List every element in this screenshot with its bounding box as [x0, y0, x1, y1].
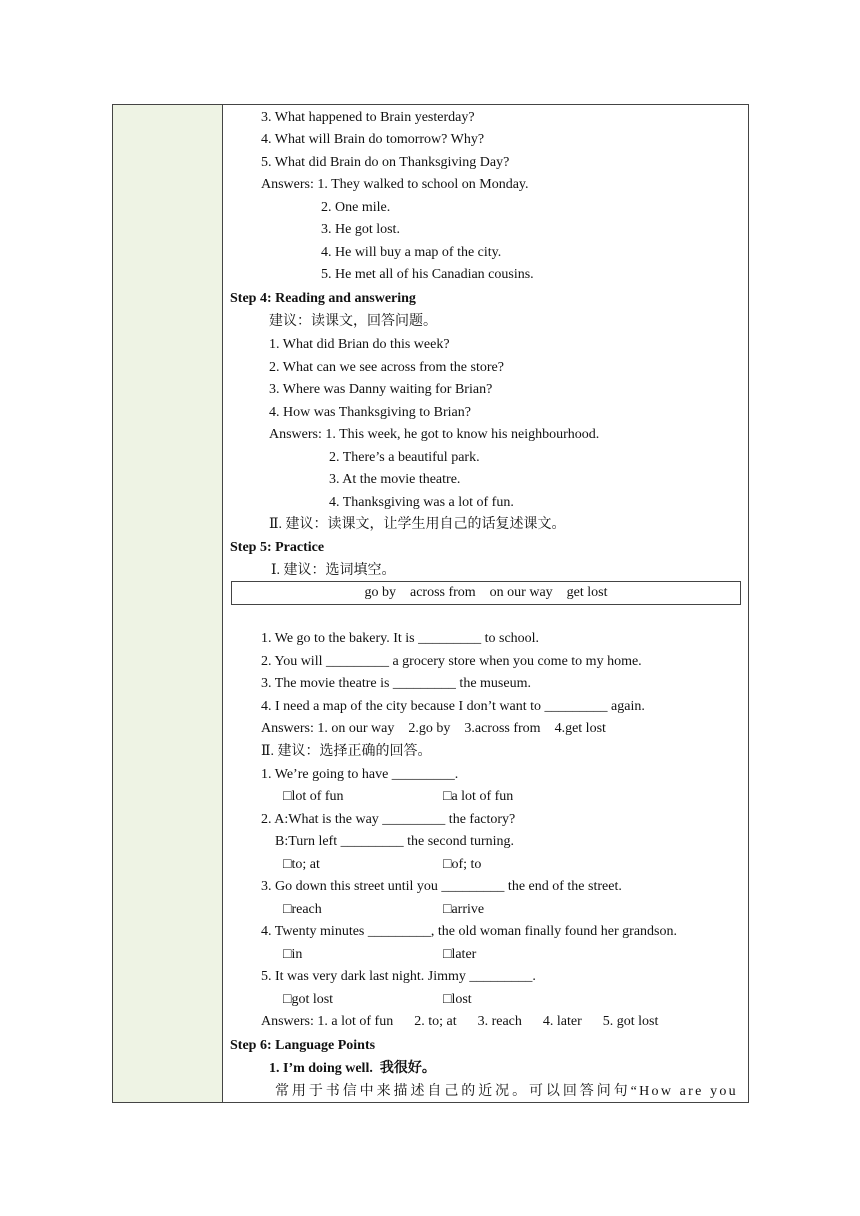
- mc-option-b[interactable]: □a lot of fun: [443, 789, 514, 804]
- answer-line: 3. He got lost.: [321, 222, 400, 237]
- question-3: 3. What happened to Brain yesterday?: [261, 110, 475, 125]
- mc-option-a[interactable]: □reach: [283, 902, 322, 917]
- fill-question: 2. You will _________ a grocery store when you come to my home.: [261, 654, 642, 669]
- step4-retell: Ⅱ. 建议：读课文，让学生用自己的话复述课文。: [269, 517, 566, 532]
- step4-suggestion: 建议：读课文，回答问题。: [269, 314, 437, 329]
- mc-option-b[interactable]: □lost: [443, 992, 472, 1007]
- fill-question: 4. I need a map of the city because I don’t want to _________ again.: [261, 699, 645, 714]
- mc-question: 2. A:What is the way _________ the factory?: [261, 812, 516, 827]
- mc-option-a[interactable]: □got lost: [283, 992, 334, 1007]
- mc-option-b[interactable]: □of; to: [443, 857, 482, 872]
- step5-part1: Ⅰ. 建议：选词填空。: [271, 563, 396, 578]
- word-bank: go by across from on our way get lost: [364, 585, 608, 600]
- lesson-table: [112, 104, 749, 1103]
- step4-answer: 4. Thanksgiving was a lot of fun.: [329, 495, 514, 510]
- mc-option-b[interactable]: □arrive: [443, 902, 485, 917]
- mc-option-a[interactable]: □in: [283, 947, 303, 962]
- mc-option-a[interactable]: □to; at: [283, 857, 320, 872]
- question-5: 5. What did Brain do on Thanksgiving Day?: [261, 155, 510, 170]
- question-4: 4. What will Brain do tomorrow? Why?: [261, 132, 485, 147]
- mc-question: 1. We’re going to have _________.: [261, 767, 459, 782]
- step4-question: 3. Where was Danny waiting for Brian?: [269, 382, 493, 397]
- fill-question: 1. We go to the bakery. It is _________ to school.: [261, 631, 540, 646]
- language-point-1-text: 常用于书信中来描述自己的近况。可以回答问句“How are you: [275, 1084, 738, 1099]
- fill-question: 3. The movie theatre is _________ the museum.: [261, 676, 531, 691]
- step5-heading: Step 5: Practice: [230, 540, 325, 555]
- step4-answer: 3. At the movie theatre.: [329, 472, 461, 487]
- step4-answer: Answers: 1. This week, he got to know his neighbourhood.: [269, 427, 600, 442]
- mc-question: 4. Twenty minutes _________, the old woman finally found her grandson.: [261, 924, 677, 939]
- answer-line: 2. One mile.: [321, 200, 391, 215]
- mc-question: 5. It was very dark last night. Jimmy _________.: [261, 969, 536, 984]
- step4-question: 1. What did Brian do this week?: [269, 337, 450, 352]
- answer-line: 5. He met all of his Canadian cousins.: [321, 267, 534, 282]
- step4-question: 4. How was Thanksgiving to Brian?: [269, 405, 471, 420]
- step4-answer: 2. There’s a beautiful park.: [329, 450, 480, 465]
- step6-heading-rest: : Language Points: [266, 1038, 376, 1053]
- fill-answers: Answers: 1. on our way 2.go by 3.across from 4.get lost: [261, 721, 606, 736]
- mc-question: 3. Go down this street until you _________ the end of the street.: [261, 879, 622, 894]
- step6-heading-bold: Step 6: [230, 1038, 267, 1053]
- language-point-1: 1. I’m doing well. 我很好。: [269, 1061, 436, 1076]
- step4-heading: Step 4: Reading and answering: [230, 291, 416, 306]
- word-bank-box: [231, 581, 741, 605]
- mc-question-part2: B:Turn left _________ the second turning.: [275, 834, 515, 849]
- mc-option-b[interactable]: □later: [443, 947, 477, 962]
- mc-answers: Answers: 1. a lot of fun 2. to; at 3. reach 4. later 5. got lost: [261, 1014, 659, 1029]
- step5-part2: Ⅱ. 建议：选择正确的回答。: [261, 744, 432, 759]
- left-column-cell: [113, 105, 223, 1102]
- answer-line: 4. He will buy a map of the city.: [321, 245, 502, 260]
- step4-question: 2. What can we see across from the store?: [269, 360, 504, 375]
- mc-option-a[interactable]: □lot of fun: [283, 789, 344, 804]
- answer-line: Answers: 1. They walked to school on Monday.: [261, 177, 529, 192]
